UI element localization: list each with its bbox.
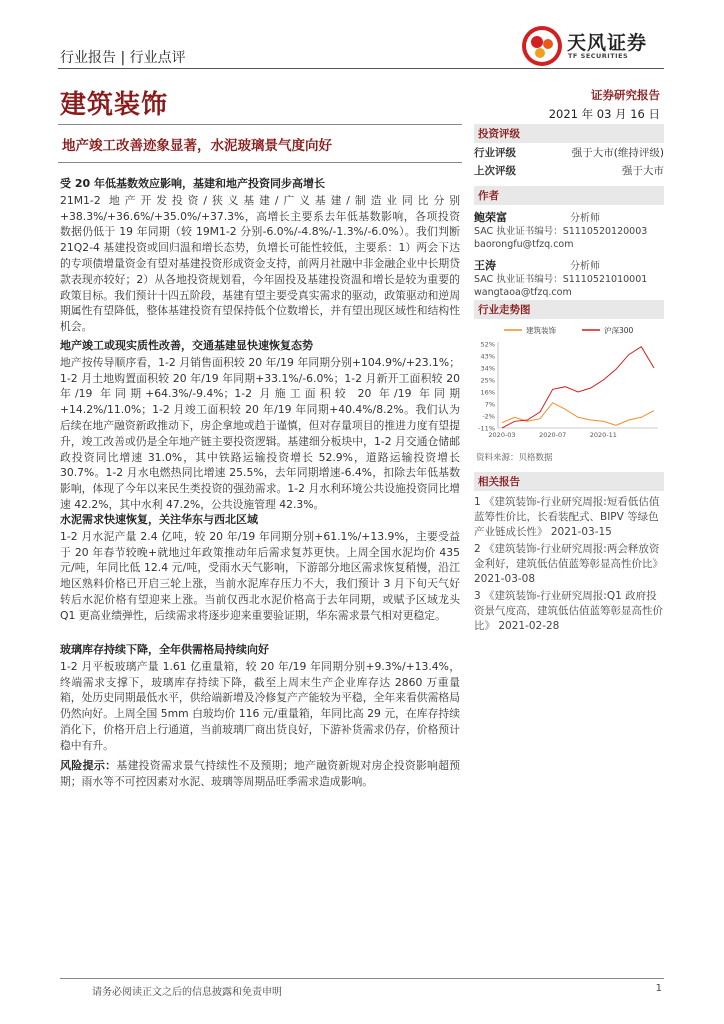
author-cert: SAC 执业证书编号：S1110520120003 xyxy=(474,226,648,237)
related-header: 相关报告 xyxy=(474,472,664,491)
chart-source: 资料来源：贝格数据 xyxy=(476,453,553,463)
author-2 xyxy=(474,257,664,303)
rating-header: 投资评级 xyxy=(474,124,664,143)
author-1 xyxy=(474,209,664,257)
author-panel xyxy=(474,186,664,303)
rating-panel xyxy=(474,124,664,179)
risk-warning xyxy=(60,758,460,790)
related-panel xyxy=(474,472,664,636)
prev-rating-row xyxy=(474,161,664,179)
footer-divider xyxy=(60,978,664,979)
author-name: 鲍荣富 xyxy=(474,211,507,224)
legend-label: 建筑装饰 xyxy=(526,326,556,335)
trend-chart xyxy=(474,322,664,447)
section-body: 21M1-2 地产开发投资/狭义基建/广义基建/制造业同比分别+38.3%/+36.6%/+35.0%/+37.3%，高增长主要系去年低基数影响，各项投资数据仍低于 19 年同期（较 19M1-2 分别-6.0%/-4.8%/-1.3%/-6.0%）。我们判断21Q2-4 基建投资或回归温和增长态势，负增长可能性较低，主要系：1）两会下达的专项债增量资金有望对基建投资形成资金支持，前两月社融中非金融企业中长期贷款表现亦较好；2）从各地投资规划看，今年固投及基建投资温和增长是较为重要的政策目标。我们预计十四五阶段，基建有望主要受真实需求的驱动，政策驱动和逆周期属性有望降低，整体基建投资有望保持低个位数增长，并有望出现区域性和结构性机会。 xyxy=(60,193,460,334)
logo-text-en: TF SECURITIES xyxy=(568,52,629,60)
section-body: 地产按传导顺序看，1-2 月销售面积较 20 年/19 年同期分别+104.9%/+23.1%；1-2 月土地购置面积较 20 年/19 年同期+33.1%/-6.0%；1-2 月新开工面积较 20 年/19 年同期+64.3%/-9.4%；1-2 月施工面积较 20 年/19 年同期+14.2%/11.0%；1-2 月竣工面积较 20 年/19 年同期+40.4%/8.2%。我们认为后续在地产融资新政推动下，房企拿地或趋于谨慎，但对存量项目的推进力度有望提升，竣工改善或仍是全年地产链主要投资逻辑。基建细分板块中，1-2 月交通仓储邮政投资同比增速 31.0%，其中铁路运输投资增长 52.9%，道路运输投资增长 30.7%。1-2 月水电燃热同比增速 25.5%，去年同期增速-6.4%，扣除去年低基数影响，体现了今年以来民生类投资的强劲需求。1-2 月水利环境公共设施投资同比增速 42.2%，其中水利 47.2%，公共设施管理 42.3%。 xyxy=(60,355,460,511)
legend-label: 沪深300 xyxy=(604,326,634,335)
x-tick-label: 2020-07 xyxy=(539,431,567,439)
author-email[interactable]: baorongfu@tfzq.com xyxy=(474,239,574,250)
y-tick-label: -2% xyxy=(482,412,495,421)
section-1 xyxy=(60,176,460,335)
risk-heading: 风险提示： xyxy=(60,759,117,772)
y-tick-label: 7% xyxy=(484,400,495,409)
sector-title: 建筑装饰 xyxy=(60,90,169,120)
report-type: 证券研究报告 xyxy=(591,88,660,102)
author-name: 王涛 xyxy=(474,259,496,272)
rating-row xyxy=(474,143,664,161)
report-date: 2021 年 03 月 16 日 xyxy=(548,107,660,121)
title-divider-top xyxy=(58,124,462,125)
author-email[interactable]: wangtaoa@tfzq.com xyxy=(474,287,572,298)
prev-rating-value: 强于大市 xyxy=(622,165,664,177)
y-tick-label: 52% xyxy=(480,340,495,349)
trend-panel xyxy=(474,300,664,319)
x-tick-label: 2020-03 xyxy=(488,431,516,439)
logo-mark-icon xyxy=(520,24,564,68)
author-header: 作者 xyxy=(474,186,664,205)
section-heading: 水泥需求快速恢复，关注华东与西北区域 xyxy=(60,513,258,526)
series-line-2 xyxy=(502,347,654,428)
rating-value: 强于大市(维持评级) xyxy=(571,147,664,159)
section-3 xyxy=(60,512,460,624)
section-heading: 玻璃库存持续下降，全年供需格局持续向好 xyxy=(60,643,269,656)
title-divider-bottom xyxy=(58,162,462,163)
risk-body: 基建投资需求景气持续性不及预期；地产融资新规对房企投资影响超预期；雨水等不可控因素对水泥、玻璃等周期品旺季需求造成影响。 xyxy=(60,759,461,788)
report-title: 地产竣工改善迹象显著，水泥玻璃景气度向好 xyxy=(62,138,332,154)
logo-text: 天风证券 xyxy=(567,32,648,54)
section-4 xyxy=(60,642,460,754)
footer-disclaimer: 请务必阅读正文之后的信息披露和免责申明 xyxy=(92,987,282,998)
related-report[interactable]: 2 《建筑装饰-行业研究周报:两会释放资金利好，建筑低估值蓝筹彰显高性价比》 2021-03-08 xyxy=(474,543,663,585)
y-tick-label: 43% xyxy=(480,352,495,361)
related-report[interactable]: 1 《建筑装饰-行业研究周报:短看低估值蓝筹性价比，长看装配式、BIPV 等绿色产业链成长性》 2021-03-15 xyxy=(474,496,660,538)
related-report[interactable]: 3 《建筑装饰-行业研究周报:Q1 政府投资景气度高，建筑低估值蓝筹彰显高性价比》 2021-02-28 xyxy=(474,590,663,632)
section-heading: 受 20 年低基数效应影响，基建和地产投资同步高增长 xyxy=(60,177,325,190)
author-role: 分析师 xyxy=(570,261,600,272)
y-tick-label: 25% xyxy=(480,376,495,385)
author-cert: SAC 执业证书编号：S1110521010001 xyxy=(474,274,648,285)
section-2 xyxy=(60,338,460,513)
rating-label: 行业评级 xyxy=(474,147,516,159)
y-tick-label: 34% xyxy=(480,364,495,373)
prev-rating-label: 上次评级 xyxy=(474,165,516,177)
section-body: 1-2 月平板玻璃产量 1.61 亿重量箱，较 20 年/19 年同期分别+9.3%/+13.4%，终端需求支撑下，玻璃库存持续下降，截至上周末生产企业库存达 2860 万重量箱，处历史同期最低水平，供给端新增及冷修复产产能较为平稳，全年来看供需格局仍然向好。上周全国 5mm 白玻均价 116 元/重量箱，年同比高 29 元，在库存持续消化下，价格开启上行通道，当前玻璃厂商出货良好，下游补货需求仍存，价格预计稳中有升。 xyxy=(60,659,460,752)
x-tick-label: 2020-11 xyxy=(589,431,617,439)
report-category: 行业报告 | 行业点评 xyxy=(60,50,186,66)
page-number: 1 xyxy=(655,983,662,994)
y-tick-label: -11% xyxy=(478,424,495,433)
series-line-1 xyxy=(502,403,654,426)
trend-header: 行业走势图 xyxy=(474,300,664,319)
y-tick-label: 16% xyxy=(480,388,495,397)
section-heading: 地产竣工或现实质性改善，交通基建显快速恢复态势 xyxy=(60,339,313,352)
company-logo xyxy=(520,20,670,70)
author-role: 分析师 xyxy=(570,213,600,224)
section-body: 1-2 月水泥产量 2.4 亿吨，较 20 年/19 年同期分别+61.1%/+13.9%，主要受益于 20 年春节较晚+就地过年政策推动年后需求复苏更快。上周全国水泥均价 435 元/吨，年同比低 12.4 元/吨，受雨水天气影响，下游部分地区需求恢复稍慢，沿江地区熟料价格已开启三轮上涨，当前水泥库存压力不大，我们预计 3 月下旬天气好转后水泥价格有望迎来上涨。当前仅西北水泥价格高于去年同期，或赋予区域龙头 Q1 更高业绩弹性，后续需求将逐步迎来重要验证期，华东需求景气相对更稳定。 xyxy=(60,529,460,622)
